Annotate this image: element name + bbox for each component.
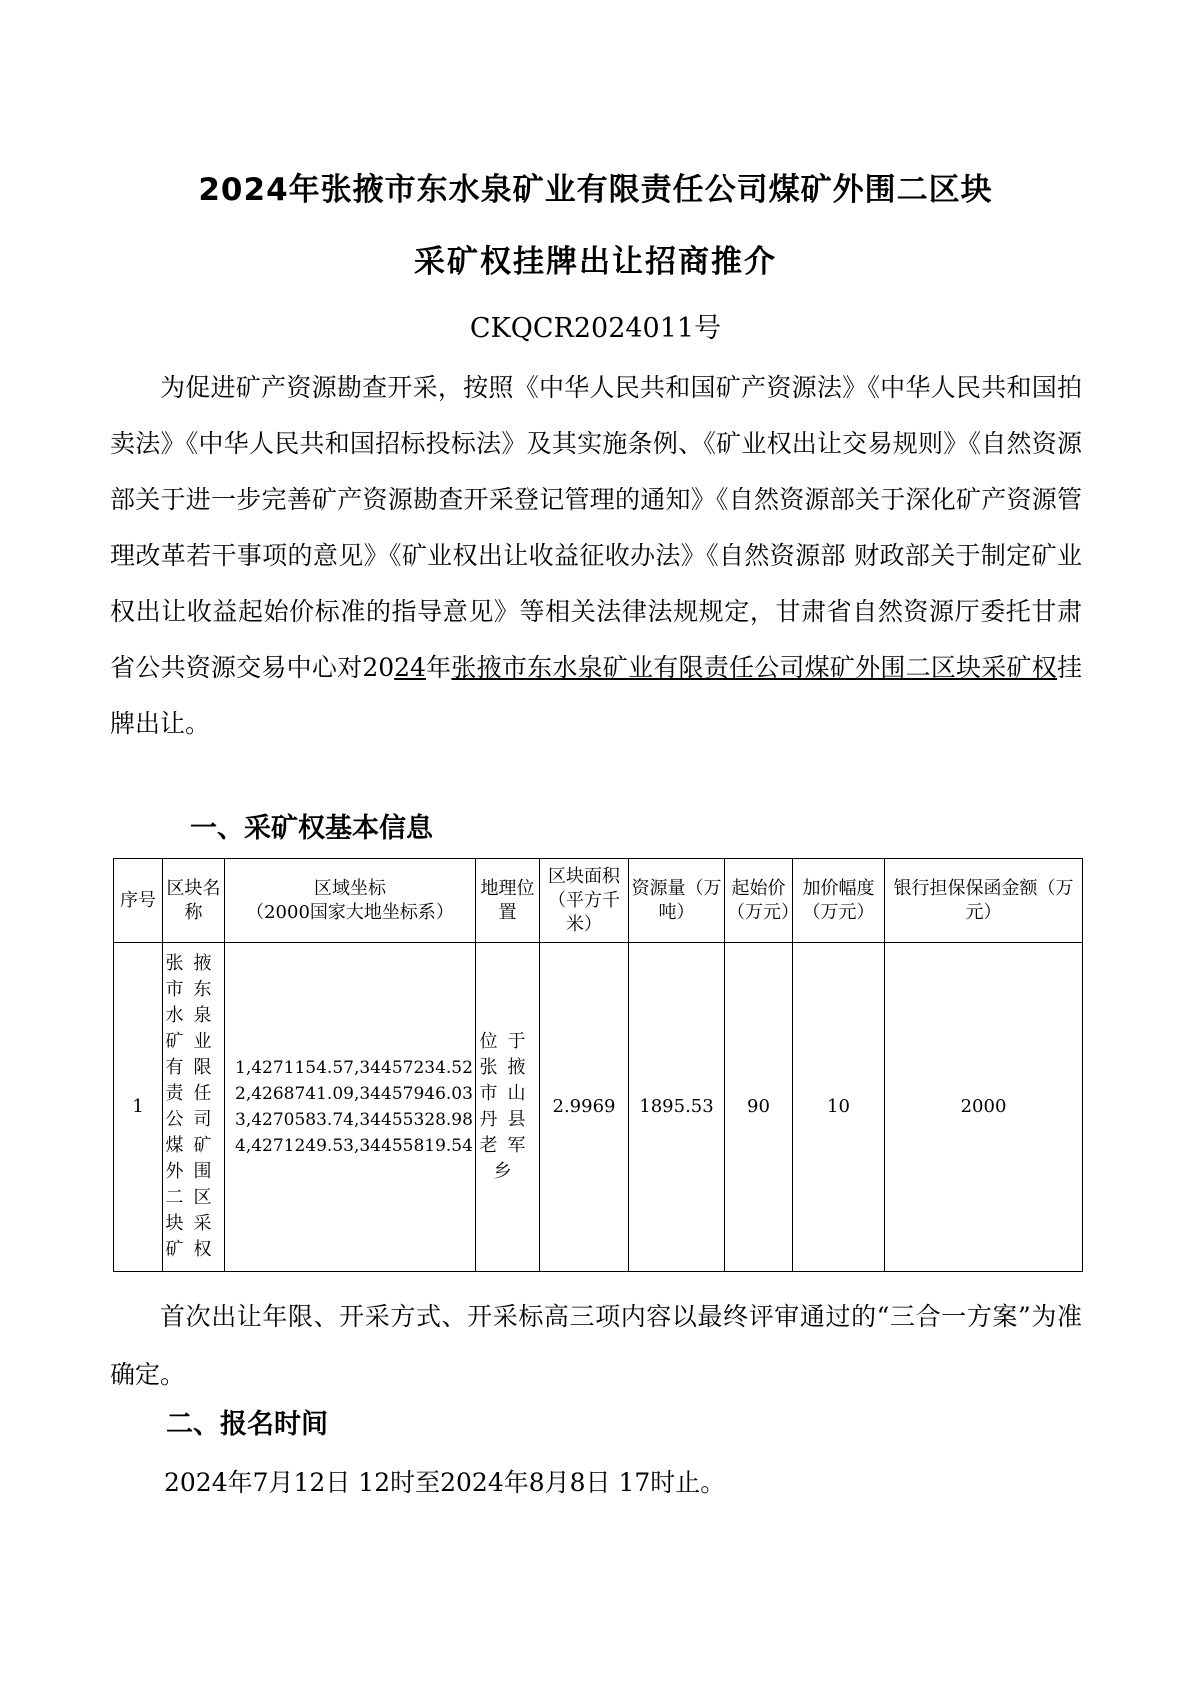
coord-point-1: 1,4271154.57,34457234.52: [235, 1058, 473, 1078]
section-heading-basic-info: 一、采矿权基本信息: [190, 813, 433, 844]
header-block-name: 区块名称: [163, 859, 225, 943]
intro-ending: 挂牌出让。: [110, 653, 1082, 738]
header-coords: [225, 859, 476, 943]
cell-block-name: 张掖市东水泉矿业有限责任公司煤矿外围二区块采矿权: [163, 943, 225, 1272]
header-guarantee: 银行担保保函金额（万元）: [885, 859, 1083, 943]
document-number: CKQCR2024011号: [469, 313, 722, 344]
header-area: 区块面积（平方千米）: [540, 859, 629, 943]
intro-year-suffix: 年: [425, 653, 452, 682]
header-increment: 加价幅度（万元）: [793, 859, 885, 943]
cell-coords: [225, 943, 476, 1272]
table-header-row: [114, 859, 1083, 943]
cell-location: 位于张掖市山丹县老军乡: [476, 943, 540, 1272]
mining-right-info-table: [113, 858, 1083, 1272]
section-heading-signup-time: 二、报名时间: [166, 1409, 328, 1440]
plan-note: 首次出让年限、开采方式、开采标高三项内容以最终评审通过的“三合一方案”为准确定。: [110, 1302, 1082, 1389]
intro-paragraph: [110, 360, 1082, 752]
header-coords-system: （2000国家大地坐标系）: [246, 901, 454, 923]
header-resource: 资源量（万吨）: [629, 859, 725, 943]
header-seq: 序号: [114, 859, 163, 943]
header-coords-label: 区域坐标: [314, 877, 386, 899]
header-location: 地理位置: [476, 859, 540, 943]
cell-seq: 1: [114, 943, 163, 1272]
table-row: [114, 943, 1083, 1272]
intro-text: 为促进矿产资源勘查开采，按照《中华人民共和国矿产资源法》《中华人民共和国拍卖法》《中华人民共和国招标投标法》及其实施条例、《矿业权出让交易规则》《自然资源部关于进一步完善矿产资源勘查开采登记管理的通知》《自然资源部关于深化矿产资源管理改革若干事项的意见》《矿业权出让收益征收办法》《自然资源部 财政部关于制定矿业权出让收益起始价标准的指导意见》等相关法律法规规定，甘肃省自然资源厅委托甘肃省公共资源交易中心对20: [110, 373, 1082, 682]
intro-year-underlined: 24: [394, 653, 426, 682]
cell-resource: 1895.53: [629, 943, 725, 1272]
coord-point-3: 3,4270583.74,34455328.98: [235, 1110, 473, 1130]
header-start-price: 起始价（万元）: [725, 859, 793, 943]
coord-point-4: 4,4271249.53,34455819.54: [235, 1136, 473, 1156]
intro-project-name: 张掖市东水泉矿业有限责任公司煤矿外围二区块采矿权: [451, 653, 1057, 682]
cell-area: 2.9969: [540, 943, 629, 1272]
cell-increment: 10: [793, 943, 885, 1272]
cell-guarantee: 2000: [885, 943, 1083, 1272]
document-title-line1: 2024年张掖市东水泉矿业有限责任公司煤矿外围二区块: [198, 172, 993, 208]
cell-start-price: 90: [725, 943, 793, 1272]
document-title-line2: 采矿权挂牌出让招商推介: [414, 244, 777, 280]
coord-point-2: 2,4268741.09,34457946.03: [235, 1084, 473, 1104]
signup-time-text: 2024年7月12日 12时至2024年8月8日 17时止。: [164, 1468, 726, 1497]
